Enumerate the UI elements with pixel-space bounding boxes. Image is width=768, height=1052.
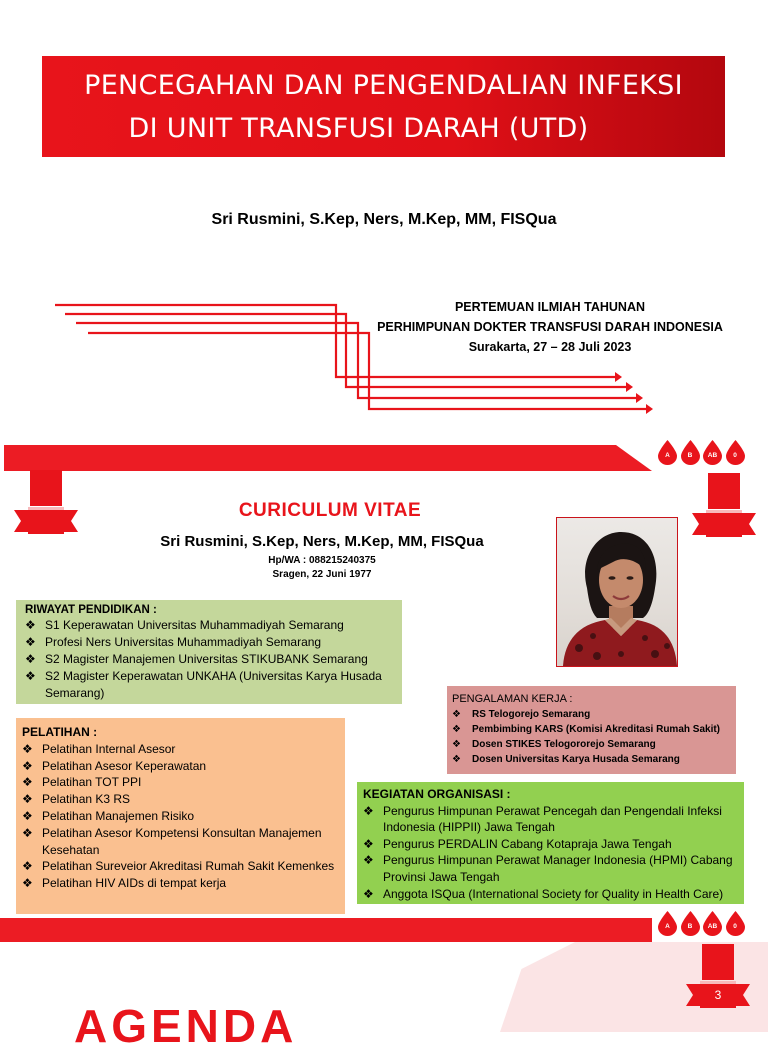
diamond-bullet-icon: ❖	[452, 709, 461, 720]
diamond-bullet-icon: ❖	[363, 853, 374, 868]
title-line-1: PENCEGAHAN DAN PENGENDALIAN INFEKSI	[84, 70, 683, 101]
diamond-bullet-icon: ❖	[25, 635, 36, 649]
education-list	[25, 617, 394, 702]
list-item: ❖ Pelatihan Asesor Kompetensi Konsultan Manajemen Kesehatan	[22, 825, 322, 857]
list-item: ❖ Pelatihan Internal Asesor	[22, 741, 176, 756]
list-item: ❖ Profesi Ners Universitas Muhammadiyah Semarang	[25, 635, 322, 649]
list-item: ❖ Pengurus PERDALIN Cabang Kotapraja Jawa Tengah	[363, 836, 672, 851]
work-experience-box	[447, 686, 736, 774]
diamond-bullet-icon: ❖	[22, 859, 33, 874]
list-item: ❖ S1 Keperawatan Universitas Muhammadiyah Semarang	[25, 618, 344, 632]
person-portrait-icon	[557, 518, 677, 666]
red-bar-bottom	[0, 918, 652, 942]
diamond-bullet-icon: ❖	[22, 876, 33, 891]
blood-drop-icon: AB	[703, 911, 722, 936]
list-item: ❖ Dosen STIKES Telogororejo Semarang	[452, 739, 656, 750]
organization-heading: KEGIATAN ORGANISASI :	[363, 787, 511, 801]
author-name: Sri Rusmini, S.Kep, Ners, M.Kep, MM, FISQua	[211, 211, 557, 228]
cv-name: Sri Rusmini, S.Kep, Ners, M.Kep, MM, FISQua	[160, 533, 484, 550]
cv-heading: CURICULUM VITAE	[238, 500, 422, 521]
education-heading: RIWAYAT PENDIDIKAN :	[25, 604, 157, 616]
ribbon-decor-left	[14, 470, 78, 536]
list-item: ❖ Pelatihan Manajemen Risiko	[22, 808, 195, 823]
diamond-bullet-icon: ❖	[22, 775, 33, 790]
arrow-lines-graphic	[50, 300, 660, 418]
blood-drops-bottom	[658, 911, 745, 936]
diamond-bullet-icon: ❖	[363, 803, 374, 818]
list-item: ❖ Pelatihan Asesor Keperawatan	[22, 758, 207, 773]
diamond-bullet-icon: ❖	[22, 792, 33, 807]
education-box	[16, 600, 402, 704]
list-item: ❖ Pelatihan TOT PPI	[22, 775, 142, 790]
list-item: ❖ Pembimbing KARS (Komisi Akreditasi Rumah Sakit)	[452, 724, 721, 735]
diamond-bullet-icon: ❖	[25, 669, 36, 683]
work-heading: PENGALAMAN KERJA :	[452, 693, 573, 705]
diamond-bullet-icon: ❖	[452, 739, 461, 750]
list-item: ❖ S2 Magister Manajemen Universitas STIKUBANK Semarang	[25, 652, 368, 666]
ribbon-decor-right	[692, 473, 756, 539]
title-line-2: DI UNIT TRANSFUSI DARAH (UTD)	[128, 113, 589, 144]
blood-drop-icon: B	[681, 440, 700, 465]
cv-birth: Sragen, 22 Juni 1977	[272, 569, 372, 580]
work-list	[452, 707, 730, 767]
list-item: ❖ Dosen Universitas Karya Husada Semarang	[452, 754, 680, 765]
training-box	[16, 718, 345, 914]
diamond-bullet-icon: ❖	[25, 652, 36, 666]
blood-drop-icon: 0	[726, 911, 745, 936]
page-number: 3	[714, 988, 722, 1002]
training-list	[22, 741, 338, 892]
diamond-bullet-icon: ❖	[22, 741, 33, 756]
diamond-bullet-icon: ❖	[22, 825, 33, 840]
list-item: ❖ Pelatihan K3 RS	[22, 792, 131, 807]
organization-list	[363, 803, 738, 903]
diamond-bullet-icon: ❖	[452, 724, 461, 735]
list-item: ❖ Pelatihan HIV AIDs di tempat kerja	[22, 876, 227, 891]
agenda-heading: AGENDA	[74, 1000, 298, 1052]
diamond-bullet-icon: ❖	[363, 886, 374, 901]
conference-title: PERTEMUAN ILMIAH TAHUNAN	[454, 300, 646, 314]
diamond-bullet-icon: ❖	[452, 754, 461, 765]
list-item: ❖ S2 Magister Keperawatan UNKAHA (Universitas Karya Husada Semarang)	[25, 669, 382, 700]
blood-drop-icon: 0	[726, 440, 745, 465]
profile-photo	[556, 517, 678, 667]
organization-box	[357, 782, 744, 904]
title-banner	[42, 56, 725, 157]
conference-organizer: PERHIMPUNAN DOKTER TRANSFUSI DARAH INDONESIA	[377, 320, 723, 334]
diamond-bullet-icon: ❖	[22, 808, 33, 823]
blood-drop-icon: B	[681, 911, 700, 936]
list-item: ❖ Pengurus Himpunan Perawat Manager Indonesia (HPMI) Cabang Provinsi Jawa Tengah	[363, 853, 733, 884]
blood-drop-icon: A	[658, 911, 677, 936]
training-heading: PELATIHAN :	[22, 725, 98, 739]
list-item: ❖ Anggota ISQua (International Society for Quality in Health Care)	[363, 886, 724, 901]
list-item: ❖ Pengurus Himpunan Perawat Pencegah dan Pengendali Infeksi Indonesia (HIPPII) Jawa Tengah	[363, 803, 722, 835]
diamond-bullet-icon: ❖	[25, 618, 36, 632]
list-item: ❖ RS Telogorejo Semarang	[452, 709, 591, 720]
blood-drop-icon: A	[658, 440, 677, 465]
list-item: ❖ Pelatihan Sureveior Akreditasi Rumah Sakit Kemenkes	[22, 859, 335, 874]
blood-drop-icon: AB	[703, 440, 722, 465]
blood-drops-top	[658, 440, 745, 465]
conference-date: Surakarta, 27 – 28 Juli 2023	[468, 340, 632, 354]
diamond-bullet-icon: ❖	[363, 836, 374, 851]
red-bar-top	[4, 445, 652, 471]
cv-phone: Hp/WA : 088215240375	[268, 555, 376, 566]
diamond-bullet-icon: ❖	[22, 758, 33, 773]
